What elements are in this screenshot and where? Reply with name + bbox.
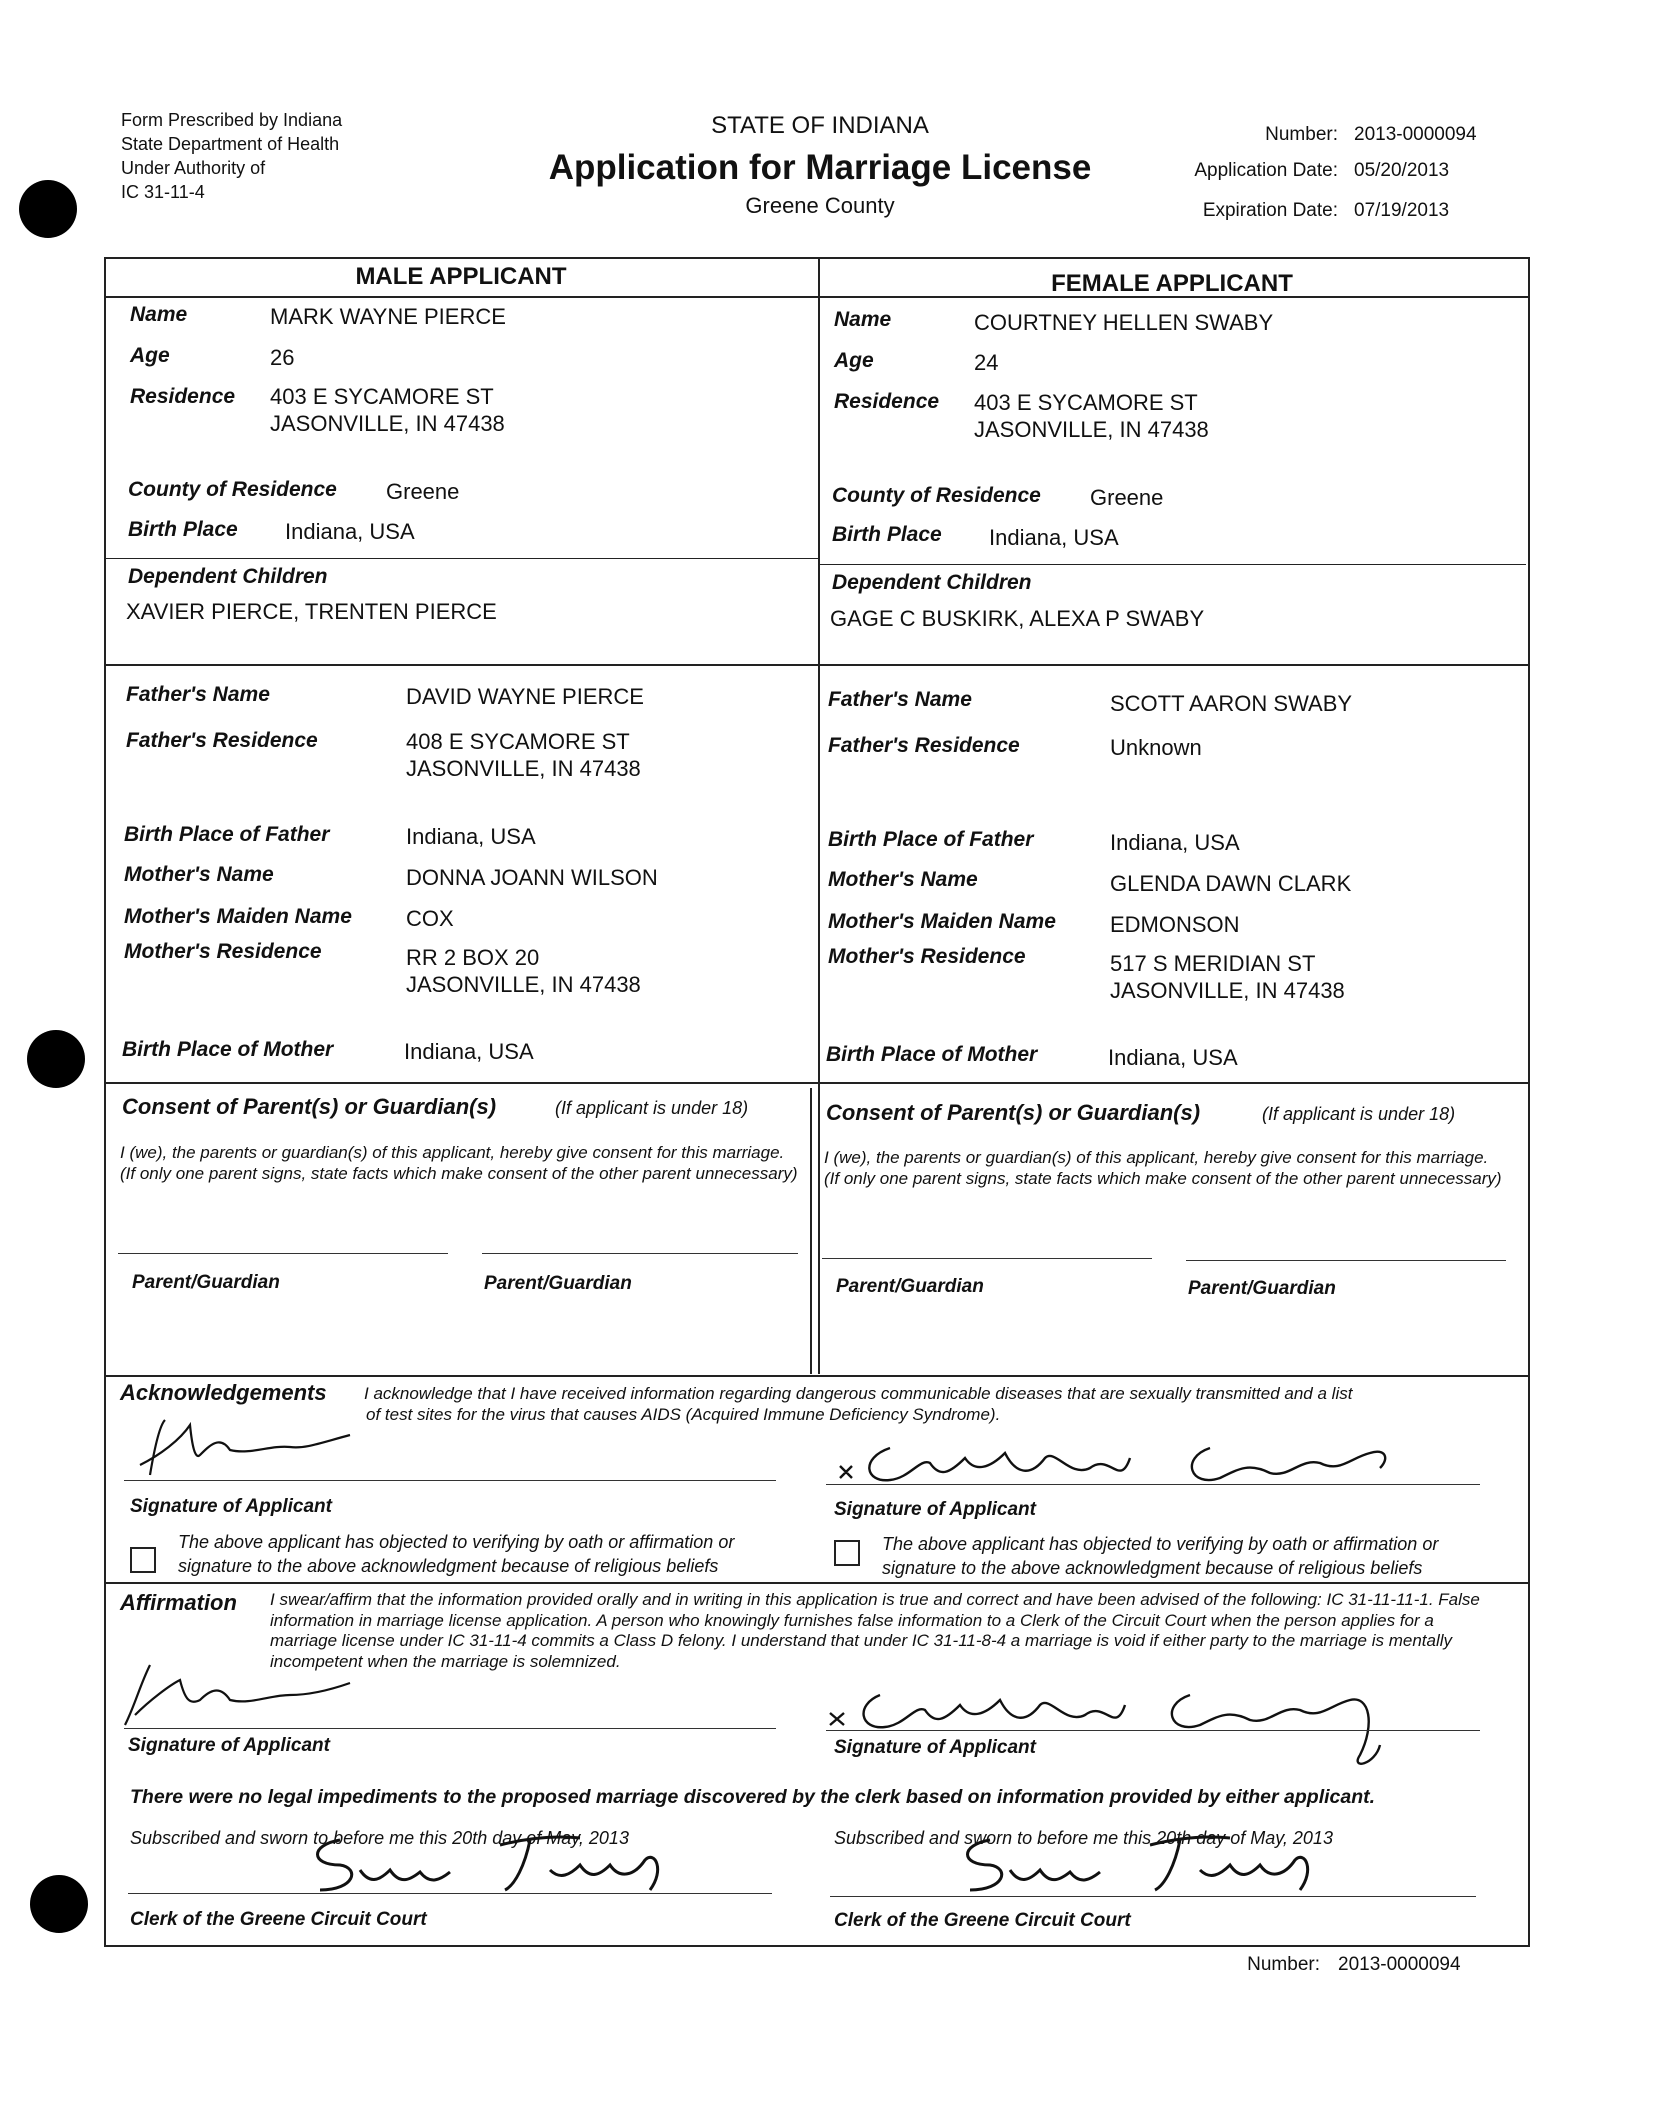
male-fathers-residence-line-2: JASONVILLE, IN 47438 [406, 756, 641, 781]
impediments-statement: There were no legal impediments to the proposed marriage discovered by the clerk based on information provided by either applicant. [130, 1786, 1376, 1808]
male-children-value: XAVIER PIERCE, TRENTEN PIERCE [126, 599, 497, 624]
female-fathers-residence-label: Father's Residence [828, 734, 1020, 757]
state-heading: STATE OF INDIANA [711, 112, 929, 139]
female-objection-text: The above applicant has objected to verifying by oath or affirmation or signature to the above acknowledgment because of religious beliefs [882, 1534, 1439, 1578]
female-birth-place-mother-label: Birth Place of Mother [826, 1043, 1038, 1066]
female-affirmation-signature-label: Signature of Applicant [834, 1737, 1036, 1758]
female-children-label: Dependent Children [832, 571, 1032, 594]
female-mothers-name-value: GLENDA DAWN CLARK [1110, 871, 1352, 896]
male-mothers-residence-label: Mother's Residence [124, 940, 322, 963]
female-fathers-residence-value: Unknown [1110, 735, 1202, 760]
prescribed-line-4: IC 31-11-4 [121, 182, 205, 202]
punch-hole-middle [27, 1030, 85, 1088]
female-birth-place-father-label: Birth Place of Father [828, 828, 1034, 851]
male-age-label: Age [130, 344, 170, 367]
male-ack-signature-label: Signature of Applicant [130, 1496, 332, 1517]
female-birth-place-mother-value: Indiana, USA [1108, 1045, 1238, 1070]
rule-above-affirmation [104, 1582, 1528, 1584]
male-children-label: Dependent Children [128, 565, 328, 588]
male-affirmation-signature [120, 1645, 360, 1735]
female-ack-signature-line [826, 1484, 1480, 1485]
rule-above-consent [104, 1082, 1528, 1084]
affirmation-text: I swear/affirm that the information provided orally and in writing in this application is true and correct and have been advised of the following: IC 31-11-11-1. False information in marriage license application. A person who knowingly furnishes false information to a Clerk of the Circuit Court when the person applies for a marriage license under IC 31-11-4 commits a Class D felony. I understand that under IC 31-11-8-4 a marriage is void if either party to the marriage is mentally incompetent when the marriage is solemnized. [270, 1590, 1480, 1671]
female-residence-line-2: JASONVILLE, IN 47438 [974, 417, 1209, 442]
male-mothers-name-label: Mother's Name [124, 863, 274, 886]
male-consent-body: I (we), the parents or guardian(s) of this applicant, hereby give consent for this marriage. (If only one parent signs, state facts which make consent of the other parent unnecessary) [120, 1143, 798, 1183]
male-mothers-maiden-value: COX [406, 906, 454, 931]
male-age-value: 26 [270, 345, 295, 370]
male-guardian-1-line [118, 1253, 448, 1254]
prescribed-line-1: Form Prescribed by Indiana [121, 110, 343, 130]
rule-above-acknowledgements [104, 1375, 1528, 1377]
male-residence-value [270, 383, 505, 437]
prescribed-line-2: State Department of Health [121, 134, 340, 154]
female-county-label: County of Residence [832, 484, 1041, 507]
acknowledgements-text-line-2: of test sites for the virus that causes AIDS (Acquired Immune Deficiency Syndrome). [366, 1405, 1001, 1424]
affirmation-title: Affirmation [120, 1590, 237, 1615]
clerk-left-line [128, 1893, 772, 1894]
rule-above-fathers [104, 664, 1528, 666]
acknowledgements-text-line-1: I acknowledge that I have received information regarding dangerous communicable diseases that are sexually transmitted and a list [364, 1384, 1353, 1403]
male-guardian-2-label: Parent/Guardian [484, 1273, 632, 1294]
female-ack-signature [830, 1418, 1400, 1498]
male-affirmation-signature-label: Signature of Applicant [128, 1735, 330, 1756]
female-guardian-2-line [1186, 1260, 1506, 1261]
female-birth-place-value: Indiana, USA [989, 525, 1119, 550]
male-county-label: County of Residence [128, 478, 337, 501]
male-rule-above-children [106, 558, 818, 559]
male-ack-signature-line [124, 1480, 776, 1481]
female-birth-place-father-value: Indiana, USA [1110, 830, 1240, 855]
male-residence-label: Residence [130, 385, 236, 408]
female-consent-note: (If applicant is under 18) [1262, 1104, 1456, 1124]
female-guardian-2-label: Parent/Guardian [1188, 1278, 1336, 1299]
female-mothers-name-label: Mother's Name [828, 868, 978, 891]
male-birth-place-mother-label: Birth Place of Mother [122, 1038, 334, 1061]
female-mothers-residence-value [1110, 950, 1345, 1004]
male-affirmation-signature-line [124, 1728, 776, 1729]
female-mothers-residence-line-1: 517 S MERIDIAN ST [1110, 951, 1316, 976]
clerk-left-label: Clerk of the Greene Circuit Court [130, 1909, 427, 1930]
male-birth-place-father-value: Indiana, USA [406, 824, 536, 849]
female-consent-body: I (we), the parents or guardian(s) of this applicant, hereby give consent for this marriage. (If only one parent signs, state facts which make consent of the other parent unnecessary) [824, 1148, 1502, 1188]
expiration-date-label: Expiration Date: [1202, 200, 1338, 221]
male-mothers-name-value: DONNA JOANN WILSON [406, 865, 658, 890]
center-divider-upper [818, 258, 820, 1374]
male-county-value: Greene [386, 479, 460, 504]
male-residence-line-2: JASONVILLE, IN 47438 [270, 411, 505, 436]
male-mothers-residence-value [406, 944, 641, 998]
male-birth-place-value: Indiana, USA [285, 519, 415, 544]
male-birth-place-label: Birth Place [128, 518, 238, 541]
female-fathers-name-label: Father's Name [828, 688, 972, 711]
male-mothers-residence-line-1: RR 2 BOX 20 [406, 945, 540, 970]
female-rule-above-children [818, 564, 1526, 565]
clerk-signature-right [950, 1820, 1330, 1900]
female-residence-line-1: 403 E SYCAMORE ST [974, 390, 1198, 415]
female-mothers-maiden-label: Mother's Maiden Name [828, 910, 1056, 933]
center-divider-consent [810, 1088, 812, 1374]
prescribed-line-3: Under Authority of [121, 158, 266, 178]
clerk-sworn-right: Subscribed and sworn to before me this 20th day of May, 2013 [834, 1828, 1333, 1848]
male-fathers-name-label: Father's Name [126, 683, 270, 706]
female-age-value: 24 [974, 350, 999, 375]
clerk-signature-left [300, 1820, 680, 1900]
male-objection-checkbox[interactable] [130, 1547, 156, 1573]
female-mothers-residence-label: Mother's Residence [828, 945, 1026, 968]
application-date-value: 05/20/2013 [1354, 160, 1450, 181]
female-consent-title: Consent of Parent(s) or Guardian(s) [826, 1100, 1201, 1125]
male-guardian-1-label: Parent/Guardian [132, 1272, 280, 1293]
female-fathers-name-value: SCOTT AARON SWABY [1110, 691, 1353, 716]
clerk-right-line [830, 1896, 1476, 1897]
female-ack-signature-label: Signature of Applicant [834, 1499, 1036, 1520]
female-guardian-1-label: Parent/Guardian [836, 1276, 984, 1297]
female-mothers-maiden-value: EDMONSON [1110, 912, 1240, 937]
female-applicant-heading: FEMALE APPLICANT [1051, 270, 1293, 297]
form-title: Application for Marriage License [548, 148, 1092, 187]
male-fathers-name-value: DAVID WAYNE PIERCE [406, 684, 644, 709]
male-birth-place-mother-value: Indiana, USA [404, 1039, 534, 1064]
female-affirmation-signature-line [826, 1730, 1480, 1731]
male-fathers-residence-label: Father's Residence [126, 729, 318, 752]
male-fathers-residence-line-1: 408 E SYCAMORE ST [406, 729, 630, 754]
acknowledgements-title: Acknowledgements [120, 1380, 327, 1405]
female-residence-value [974, 389, 1209, 443]
male-ack-signature [120, 1405, 360, 1485]
male-fathers-residence-value [406, 728, 641, 782]
female-objection-checkbox[interactable] [834, 1540, 860, 1566]
female-name-label: Name [834, 308, 892, 331]
male-residence-line-1: 403 E SYCAMORE ST [270, 384, 494, 409]
number-label: Number: [1265, 124, 1338, 145]
application-date-label: Application Date: [1194, 160, 1338, 181]
footer-number-value: 2013-0000094 [1338, 1954, 1461, 1975]
county-heading: Greene County [745, 193, 895, 218]
male-consent-note: (If applicant is under 18) [555, 1098, 749, 1118]
punch-hole-bottom [30, 1875, 88, 1933]
female-children-value: GAGE C BUSKIRK, ALEXA P SWABY [830, 606, 1205, 631]
footer-number-label: Number: [1247, 1954, 1320, 1975]
clerk-sworn-left: Subscribed and sworn to before me this 20th day of May, 2013 [130, 1828, 629, 1848]
male-applicant-heading: MALE APPLICANT [355, 263, 567, 290]
male-name-value: MARK WAYNE PIERCE [270, 304, 506, 329]
male-objection-text: The above applicant has objected to verifying by oath or affirmation or signature to the above acknowledgment because of religious beliefs [178, 1532, 735, 1576]
male-birth-place-father-label: Birth Place of Father [124, 823, 330, 846]
clerk-right-label: Clerk of the Greene Circuit Court [834, 1910, 1131, 1931]
female-mothers-residence-line-2: JASONVILLE, IN 47438 [1110, 978, 1345, 1003]
male-name-label: Name [130, 303, 188, 326]
male-guardian-2-line [482, 1253, 798, 1254]
male-mothers-residence-line-2: JASONVILLE, IN 47438 [406, 972, 641, 997]
female-birth-place-label: Birth Place [832, 523, 942, 546]
female-county-value: Greene [1090, 485, 1164, 510]
male-consent-title: Consent of Parent(s) or Guardian(s) [122, 1094, 497, 1119]
expiration-date-value: 07/19/2013 [1354, 200, 1450, 221]
female-guardian-1-line [822, 1258, 1152, 1259]
female-age-label: Age [834, 349, 874, 372]
female-name-value: COURTNEY HELLEN SWABY [974, 310, 1274, 335]
number-value: 2013-0000094 [1354, 124, 1477, 145]
male-mothers-maiden-label: Mother's Maiden Name [124, 905, 352, 928]
female-residence-label: Residence [834, 390, 940, 413]
